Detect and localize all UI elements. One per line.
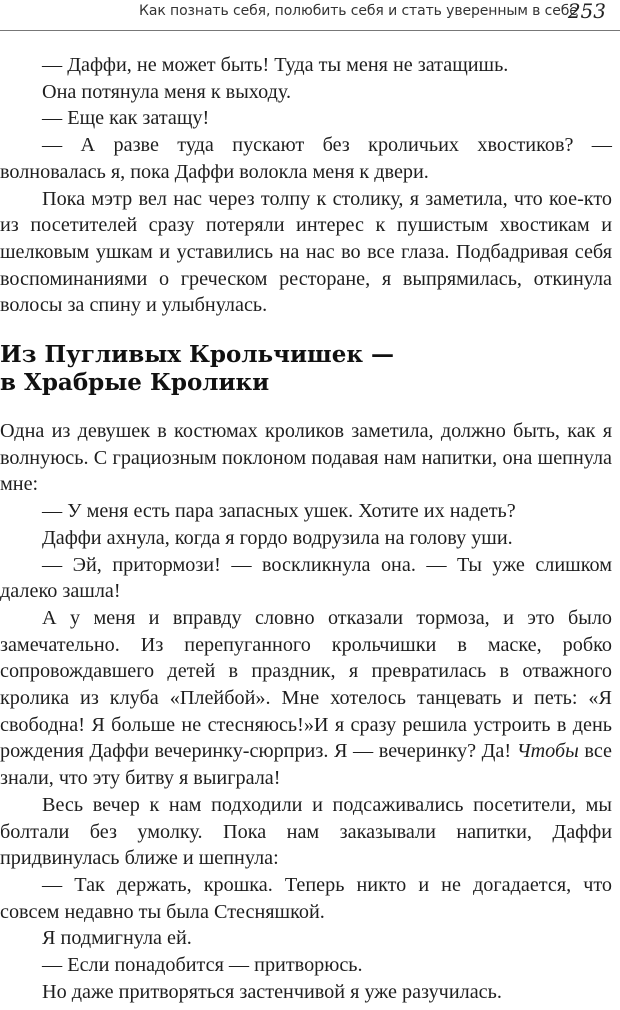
page-header bbox=[0, 0, 620, 34]
page-number: 253 bbox=[567, 0, 606, 23]
emphasis-text: Чтобы bbox=[516, 740, 579, 763]
paragraph: Весь вечер к нам подходили и подсаживались посетители, мы болтали без умолку. Пока нам заказывали напитки, Даффи придвинулась ближе и шепнула: bbox=[0, 793, 612, 870]
paragraph: — У меня есть пара запасных ушек. Хотите их надеть? bbox=[42, 500, 516, 523]
section-heading bbox=[0, 341, 612, 397]
paragraph: Но даже притворяться застенчивой я уже разучилась. bbox=[42, 980, 502, 1003]
running-title: Как познать себя, полюбить себя и стать уверенным в себе bbox=[139, 3, 578, 19]
section-heading-line-2: в Храбрые Кролики bbox=[0, 369, 270, 397]
paragraph: — Если понадобится — притворюсь. bbox=[42, 954, 363, 977]
paragraph: Пока мэтр вел нас через толпу к столику, я заметила, что кое-кто из посетителей сразу потеряли интерес к пушистым хвостикам и шелковым ушкам и уставились на нас во все глаза. Подбадривая себя воспоминаниями о греческом ресторане, я выпрямилась, откинула волосы за спину и улыбнулась. bbox=[0, 187, 612, 317]
paragraph: Даффи ахнула, когда я гордо водрузила на голову уши. bbox=[42, 526, 513, 549]
paragraph: — Так держать, крошка. Теперь никто и не догадается, что совсем недавно ты была Стесняшкой. bbox=[0, 873, 612, 923]
page-body bbox=[0, 52, 612, 1006]
paragraph-text: все знали, что эту битву я выиграла! bbox=[0, 740, 613, 790]
paragraph bbox=[0, 605, 612, 792]
paragraph: — Эй, притормози! — воскликнула она. — Ты уже слишком далеко зашла! bbox=[0, 553, 612, 603]
paragraph-text: А у меня и вправду словно отказали тормоза, и это было замечательно. Из перепуганного крольчишки в маске, робко сопровождавшего детей в праздник, я превратилась в отважного кролика из клуба «Плейбой». Мне хотелось танцевать и петь: «Я свободна! Я больше не стесняюсь!»И я сразу решила устроить в день рождения Даффи вечеринку-сюрприз. Я — вечеринку? Да! bbox=[0, 606, 612, 763]
header-divider bbox=[0, 30, 620, 31]
paragraph: — Еще как затащу! bbox=[42, 107, 210, 130]
section-heading-line-1: Из Пугливых Крольчишек — bbox=[0, 341, 395, 369]
paragraph: — А разве туда пускают без кроличьих хвостиков? — волновалась я, пока Даффи волокла меня к двери. bbox=[0, 134, 612, 183]
paragraph: Одна из девушек в костюмах кроликов заметила, должно быть, как я волнуюсь. С грациозным поклоном подавая нам напитки, она шепнула мне: bbox=[0, 420, 612, 496]
paragraph: — Даффи, не может быть! Туда ты меня не затащишь. bbox=[42, 54, 509, 76]
paragraph: Она потянула меня к выходу. bbox=[42, 80, 291, 103]
paragraph: Я подмигнула ей. bbox=[42, 927, 192, 950]
